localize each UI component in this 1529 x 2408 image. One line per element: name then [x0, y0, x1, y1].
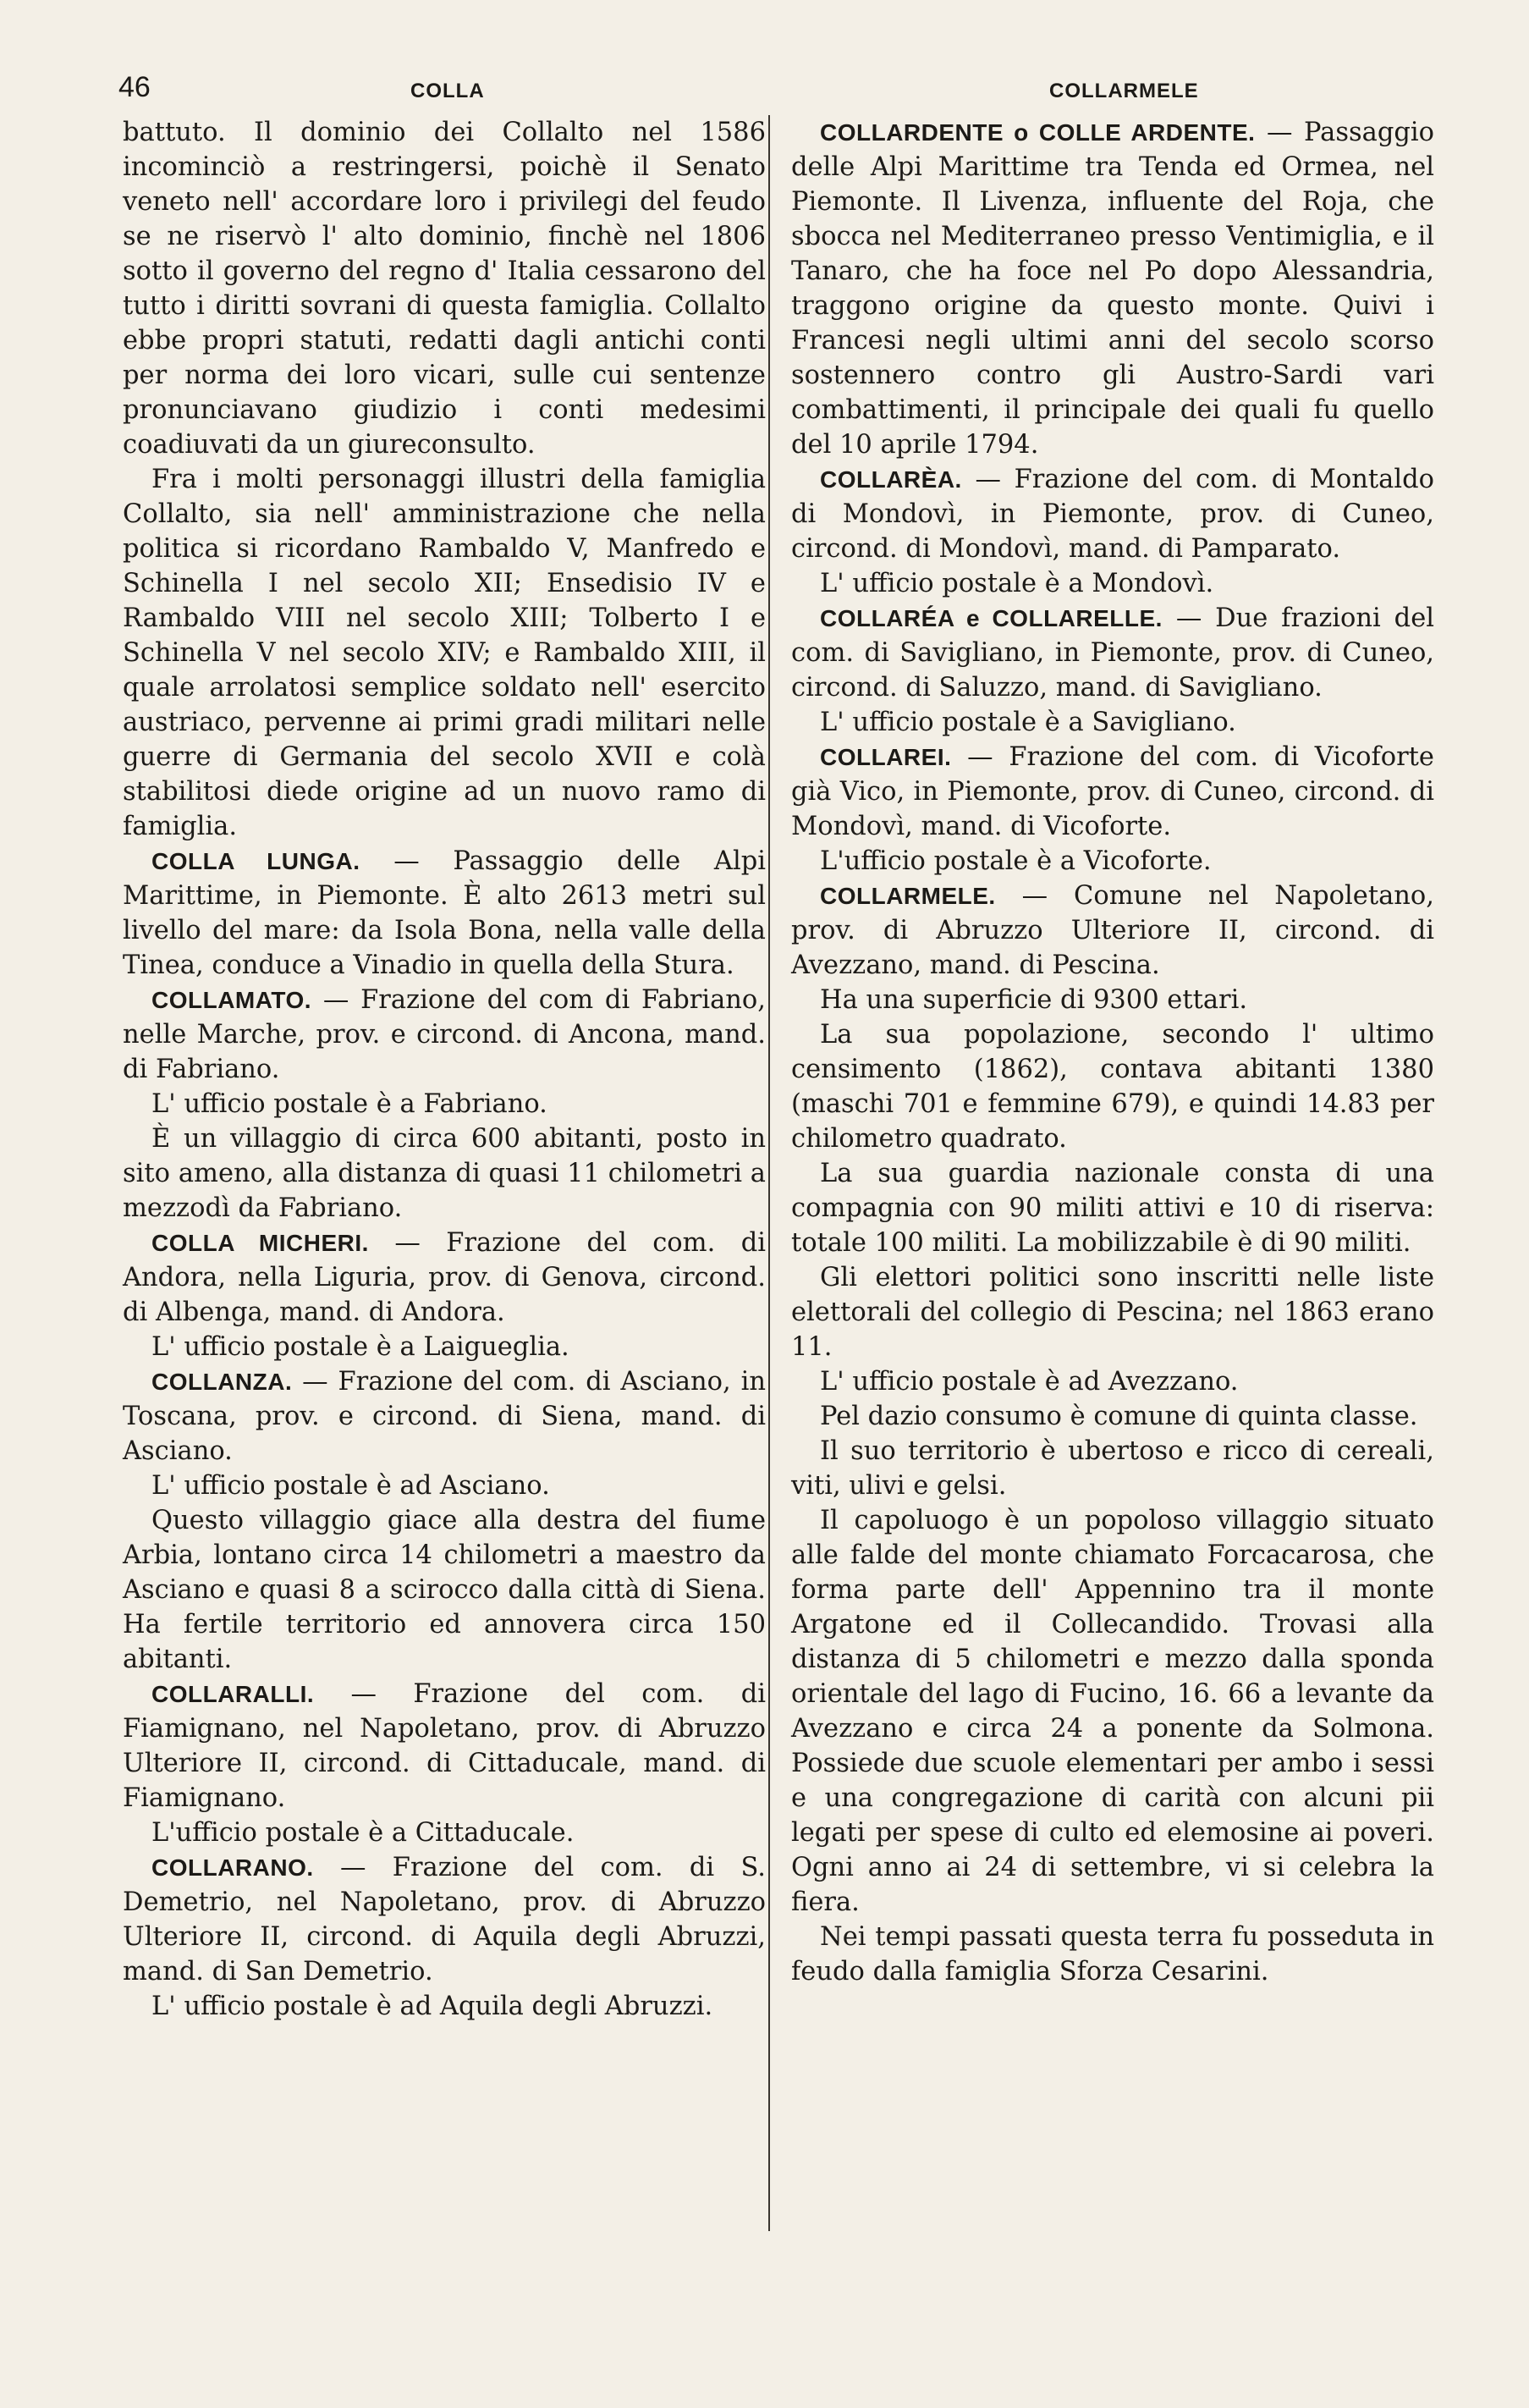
- entry-text: — Frazione del com. di Vicoforte già Vico, in Piemonte, prov. di Cuneo, circond. di Mondovì, mand. di Vicoforte.: [791, 742, 1434, 841]
- body-paragraph: [123, 1087, 766, 1121]
- body-paragraph: [791, 1434, 1434, 1503]
- body-paragraph: [123, 1468, 766, 1503]
- entry-text: L' ufficio postale è a Mondovì.: [820, 569, 1214, 598]
- entry-term: COLLARÉA e COLLARELLE.: [820, 605, 1163, 631]
- entry-term: COLLARANO.: [151, 1854, 314, 1881]
- entry-text: L' ufficio postale è ad Avezzano.: [820, 1367, 1239, 1397]
- body-paragraph: [123, 1989, 766, 2024]
- entry-paragraph: [791, 740, 1434, 844]
- body-paragraph: [123, 1121, 766, 1226]
- entry-text: Gli elettori politici sono inscritti nelle liste elettorali del collegio di Pescina; nel 1863 erano 11.: [791, 1263, 1434, 1362]
- entry-text: Fra i molti personaggi illustri della famiglia Collalto, sia nell' amministrazione che nella politica si ricordano Rambaldo V, Manfredo e Schinella I nel secolo XII; Ensedisio IV e Rambaldo VIII nel secolo XIII; Tolberto I e Schinella V nel secolo XIV; e Rambaldo XIII, il quale arrolatosi semplice soldato nell' esercito austriaco, pervenne ai primi gradi militari nelle guerre di Germania del secolo XVII e colà stabilitosi diede origine ad un nuovo ramo di famiglia.: [123, 465, 766, 841]
- left-running-head: COLLA: [410, 80, 485, 102]
- body-paragraph: [791, 1364, 1434, 1399]
- body-paragraph: [791, 844, 1434, 879]
- entry-text: battuto. Il dominio dei Collalto nel 1586 incominciò a restringersi, poichè il Senato veneto nell' accordare loro i privilegi del feudo se ne riservò l' alto dominio, finchè nel 1806 sotto il governo del regno d' Italia cessarono del tutto i diritti sovrani di questa famiglia. Collalto ebbe propri statuti, redatti dagli antichi conti per norma dei loro vicari, sulle cui sentenze pronunciavano giudizio i conti medesimi coadiuvati da un giureconsulto.: [123, 118, 766, 460]
- entry-text: L' ufficio postale è a Savigliano.: [820, 708, 1236, 737]
- right-column: [791, 115, 1434, 1989]
- body-paragraph: [791, 1399, 1434, 1434]
- left-column: [123, 115, 766, 2024]
- entry-text: — Frazione del com. di Montaldo di Mondovì, in Piemonte, prov. di Cuneo, circond. di Mondovì, mand. di Pamparato.: [791, 465, 1434, 564]
- body-paragraph: [791, 1017, 1434, 1156]
- entry-text: — Passaggio delle Alpi Marittime tra Tenda ed Ormea, nel Piemonte. Il Livenza, influente del Roja, che sbocca nel Mediterraneo presso Ventimiglia, e il Tanaro, che ha foce nel Po dopo Alessandria, traggono origine da questo monte. Quivi i Francesi negli ultimi anni del secolo scorso sostennero contro gli Austro-Sardi vari combattimenti, il principale dei quali fu quello del 10 aprile 1794.: [791, 118, 1434, 460]
- right-running-head: COLLARMELE: [1049, 80, 1199, 102]
- entry-text: L'ufficio postale è a Vicoforte.: [820, 846, 1212, 876]
- entry-term: COLLA LUNGA.: [151, 848, 360, 874]
- entry-paragraph: [123, 1364, 766, 1468]
- entry-term: COLLARMELE.: [820, 883, 996, 909]
- entry-paragraph: [123, 1677, 766, 1816]
- entry-text: L' ufficio postale è a Fabriano.: [151, 1089, 547, 1119]
- entry-paragraph: [123, 844, 766, 983]
- body-paragraph: [791, 1503, 1434, 1920]
- entry-term: COLLAREI.: [820, 744, 952, 770]
- entry-term: COLLARALLI.: [151, 1681, 315, 1707]
- body-paragraph: [123, 1330, 766, 1364]
- entry-text: — Frazione del com. di S. Demetrio, nel Napoletano, prov. di Abruzzo Ulteriore II, circond. di Aquila degli Abruzzi, mand. di San Demetrio.: [123, 1853, 766, 1986]
- entry-term: COLLANZA.: [151, 1369, 293, 1395]
- entry-paragraph: [791, 462, 1434, 566]
- entry-text: — Frazione del com. di Andora, nella Liguria, prov. di Genova, circond. di Albenga, mand. di Andora.: [123, 1228, 766, 1327]
- body-paragraph: [791, 705, 1434, 740]
- entry-text: — Frazione del com. di Fiamignano, nel Napoletano, prov. di Abruzzo Ulteriore II, circond. di Cittaducale, mand. di Fiamignano.: [123, 1679, 766, 1813]
- entry-term: COLLA MICHERI.: [151, 1230, 369, 1256]
- entry-text: L' ufficio postale è ad Aquila degli Abruzzi.: [151, 1992, 713, 2021]
- body-paragraph: [791, 1920, 1434, 1989]
- entry-text: Nei tempi passati questa terra fu posseduta in feudo dalla famiglia Sforza Cesarini.: [791, 1922, 1434, 1986]
- entry-paragraph: [791, 601, 1434, 705]
- entry-term: COLLARÈA.: [820, 466, 962, 493]
- entry-text: È un villaggio di circa 600 abitanti, posto in sito ameno, alla distanza di quasi 11 chilometri a mezzodì da Fabriano.: [123, 1124, 766, 1223]
- entry-paragraph: [791, 115, 1434, 462]
- body-paragraph: [123, 1816, 766, 1850]
- entry-paragraph: [123, 983, 766, 1087]
- body-paragraph: [123, 115, 766, 462]
- entry-text: La sua guardia nazionale consta di una compagnia con 90 militi attivi e 10 di riserva: totale 100 militi. La mobilizzabile è di 90 militi.: [791, 1159, 1434, 1258]
- body-paragraph: [791, 1260, 1434, 1364]
- entry-text: Ha una superficie di 9300 ettari.: [820, 985, 1248, 1015]
- page-number: 46: [118, 71, 151, 103]
- entry-text: — Due frazioni del com. di Savigliano, in Piemonte, prov. di Cuneo, circond. di Saluzzo, mand. di Savigliano.: [791, 603, 1434, 703]
- body-paragraph: [791, 1156, 1434, 1260]
- entry-text: L' ufficio postale è a Laigueglia.: [151, 1332, 569, 1362]
- entry-text: Questo villaggio giace alla destra del fiume Arbia, lontano circa 14 chilometri a maestro da Asciano e quasi 8 a scirocco dalla città di Siena. Ha fertile territorio ed annovera circa 150 abitanti.: [123, 1506, 766, 1674]
- body-paragraph: [791, 983, 1434, 1017]
- entry-term: COLLARDENTE o COLLE ARDENTE.: [820, 119, 1256, 146]
- body-paragraph: [123, 462, 766, 844]
- entry-text: La sua popolazione, secondo l' ultimo censimento (1862), contava abitanti 1380 (maschi 701 e femmine 679), e quindi 14.83 per chilometro quadrato.: [791, 1020, 1434, 1154]
- entry-text: — Frazione del com di Fabriano, nelle Marche, prov. e circond. di Ancona, mand. di Fabriano.: [123, 985, 766, 1084]
- column-divider: [768, 115, 770, 2231]
- entry-text: L'ufficio postale è a Cittaducale.: [151, 1818, 575, 1848]
- body-paragraph: [791, 566, 1434, 601]
- entry-text: Pel dazio consumo è comune di quinta classe.: [820, 1402, 1418, 1431]
- entry-term: COLLAMATO.: [151, 987, 312, 1013]
- entry-paragraph: [123, 1226, 766, 1330]
- entry-text: Il capoluogo è un popoloso villaggio situato alle falde del monte chiamato Forcacarosa, che forma parte dell' Appennino tra il monte Argatone ed il Collecandido. Trovasi alla distanza di 5 chilometri e mezzo dalla sponda orientale del lago di Fucino, 16. 66 a levante da Avezzano e circa 24 a ponente da Solmona. Possiede due scuole elementari per ambo i sessi e una congregazione di carità con alcuni pii legati per spese di culto ed elemosine ai poveri. Ogni anno ai 24 di settembre, vi si celebra la fiera.: [791, 1506, 1434, 1917]
- entry-text: — Passaggio delle Alpi Marittime, in Piemonte. È alto 2613 metri sul livello del mare: da Isola Bona, nella valle della Tinea, conduce a Vinadio in quella della Stura.: [123, 846, 766, 980]
- page-header: [118, 71, 1478, 108]
- entry-text: Il suo territorio è ubertoso e ricco di cereali, viti, ulivi e gelsi.: [791, 1436, 1434, 1501]
- entry-text: L' ufficio postale è ad Asciano.: [151, 1471, 550, 1501]
- entry-text: — Frazione del com. di Asciano, in Toscana, prov. e circond. di Siena, mand. di Asciano.: [123, 1367, 766, 1466]
- entry-paragraph: [123, 1850, 766, 1989]
- body-paragraph: [123, 1503, 766, 1677]
- entry-paragraph: [791, 879, 1434, 983]
- entry-text: — Comune nel Napoletano, prov. di Abruzzo Ulteriore II, circond. di Avezzano, mand. di Pescina.: [791, 881, 1434, 980]
